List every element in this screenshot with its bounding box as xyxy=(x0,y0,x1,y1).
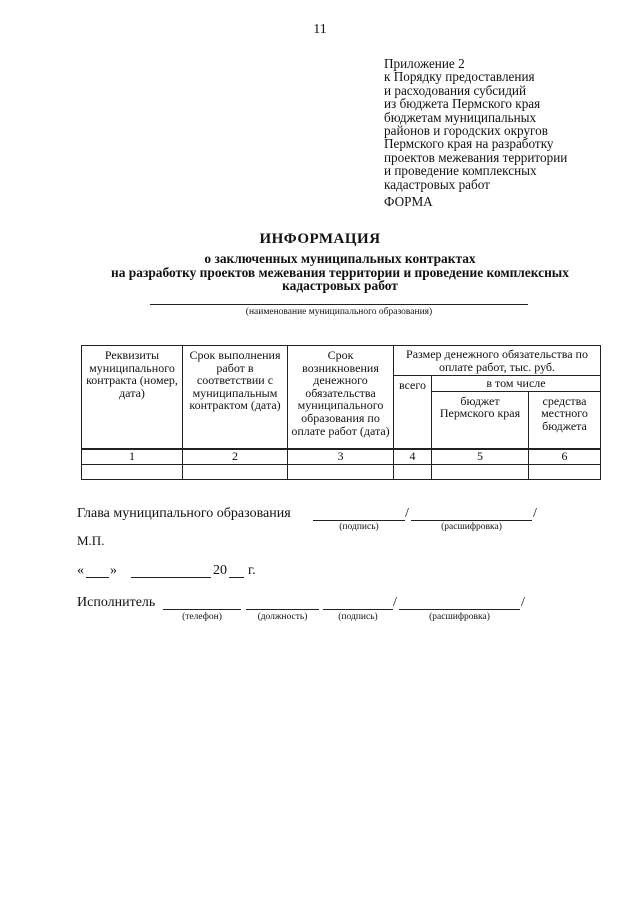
appendix-line: кадастровых работ xyxy=(384,176,490,192)
column-number: 5 xyxy=(432,449,529,465)
header-local-budget: средства местного бюджета xyxy=(529,391,601,449)
slash: / xyxy=(393,595,397,610)
column-number: 3 xyxy=(288,449,394,465)
header-completion-term: Срок выполнения работ в соответствии с муниципальным контрактом (дата) xyxy=(183,346,288,449)
header-obligation-amount: Размер денежного обязательства по оплате работ, тыс. руб. xyxy=(394,346,601,376)
head-decoding-field[interactable] xyxy=(411,520,532,521)
month-field[interactable] xyxy=(131,577,211,578)
slash: / xyxy=(521,595,525,610)
appendix-line: бюджетам муниципальных xyxy=(384,109,537,125)
document-title: ИНФОРМАЦИЯ xyxy=(259,231,381,247)
header-total: всего xyxy=(394,376,432,449)
executor-decoding-field[interactable] xyxy=(399,609,520,610)
day-field[interactable] xyxy=(86,577,109,578)
appendix-line: из бюджета Пермского края xyxy=(384,96,541,112)
phone-caption: (телефон) xyxy=(182,612,222,622)
executor-signature-field[interactable] xyxy=(323,609,393,610)
table-cell[interactable] xyxy=(288,464,394,479)
document-subtitle xyxy=(60,252,620,293)
year-field[interactable] xyxy=(229,577,244,578)
decoding-caption: (расшифровка) xyxy=(441,522,502,532)
form-label: ФОРМА xyxy=(384,194,433,209)
header-obligation-term: Срок возникновения денежного обязательства муниципального образования по оплате работ (дата) xyxy=(288,346,394,449)
header-regional-budget: бюджет Пермского края xyxy=(432,391,529,449)
appendix-line: районов и городских округов xyxy=(384,123,548,139)
table-cell[interactable] xyxy=(394,464,432,479)
position-field[interactable] xyxy=(246,609,319,610)
slash: / xyxy=(405,506,409,521)
page-number: 11 xyxy=(313,22,327,37)
slash: / xyxy=(533,506,537,521)
table-cell[interactable] xyxy=(529,464,601,479)
subtitle-line: кадастровых работ xyxy=(282,278,398,294)
stamp-label: М.П. xyxy=(77,533,105,548)
column-number: 2 xyxy=(183,449,288,465)
signature-caption: (подпись) xyxy=(338,612,378,622)
head-label: Глава муниципального образования xyxy=(77,506,291,521)
column-number: 6 xyxy=(529,449,601,465)
executor-label: Исполнитель xyxy=(77,595,156,610)
municipality-name-field[interactable] xyxy=(150,304,528,305)
appendix-line: и расходования субсидий xyxy=(384,82,527,98)
appendix-line: к Порядку предоставления xyxy=(384,69,535,85)
contracts-table xyxy=(81,345,601,480)
decoding-caption: (расшифровка) xyxy=(429,612,490,622)
year-suffix: г. xyxy=(248,563,256,578)
table-cell[interactable] xyxy=(82,464,183,479)
head-signature-field[interactable] xyxy=(313,520,405,521)
column-number: 1 xyxy=(82,449,183,465)
phone-field[interactable] xyxy=(163,609,241,610)
appendix-line: Приложение 2 xyxy=(384,56,465,71)
appendix-line: проектов межевания территории xyxy=(384,149,568,165)
municipality-caption: (наименование муниципального образования) xyxy=(245,307,433,317)
column-number: 4 xyxy=(394,449,432,465)
close-quote: » xyxy=(110,563,117,578)
table-cell[interactable] xyxy=(183,464,288,479)
table-cell[interactable] xyxy=(432,464,529,479)
appendix-block xyxy=(384,57,624,191)
year-prefix: 20 xyxy=(213,563,227,578)
open-quote: « xyxy=(77,563,84,578)
subtitle-line: о заключенных муниципальных контрактах xyxy=(204,251,476,266)
position-caption: (должность) xyxy=(257,612,308,622)
header-contract-details: Реквизиты муниципального контракта (номер, дата) xyxy=(82,346,183,449)
signature-caption: (подпись) xyxy=(339,522,379,532)
subtitle-line: на разработку проектов межевания территории и проведение комплексных xyxy=(111,264,569,280)
appendix-line: и проведение комплексных xyxy=(384,163,537,179)
header-including: в том числе xyxy=(432,376,601,392)
appendix-line: Пермского края на разработку xyxy=(384,136,554,152)
